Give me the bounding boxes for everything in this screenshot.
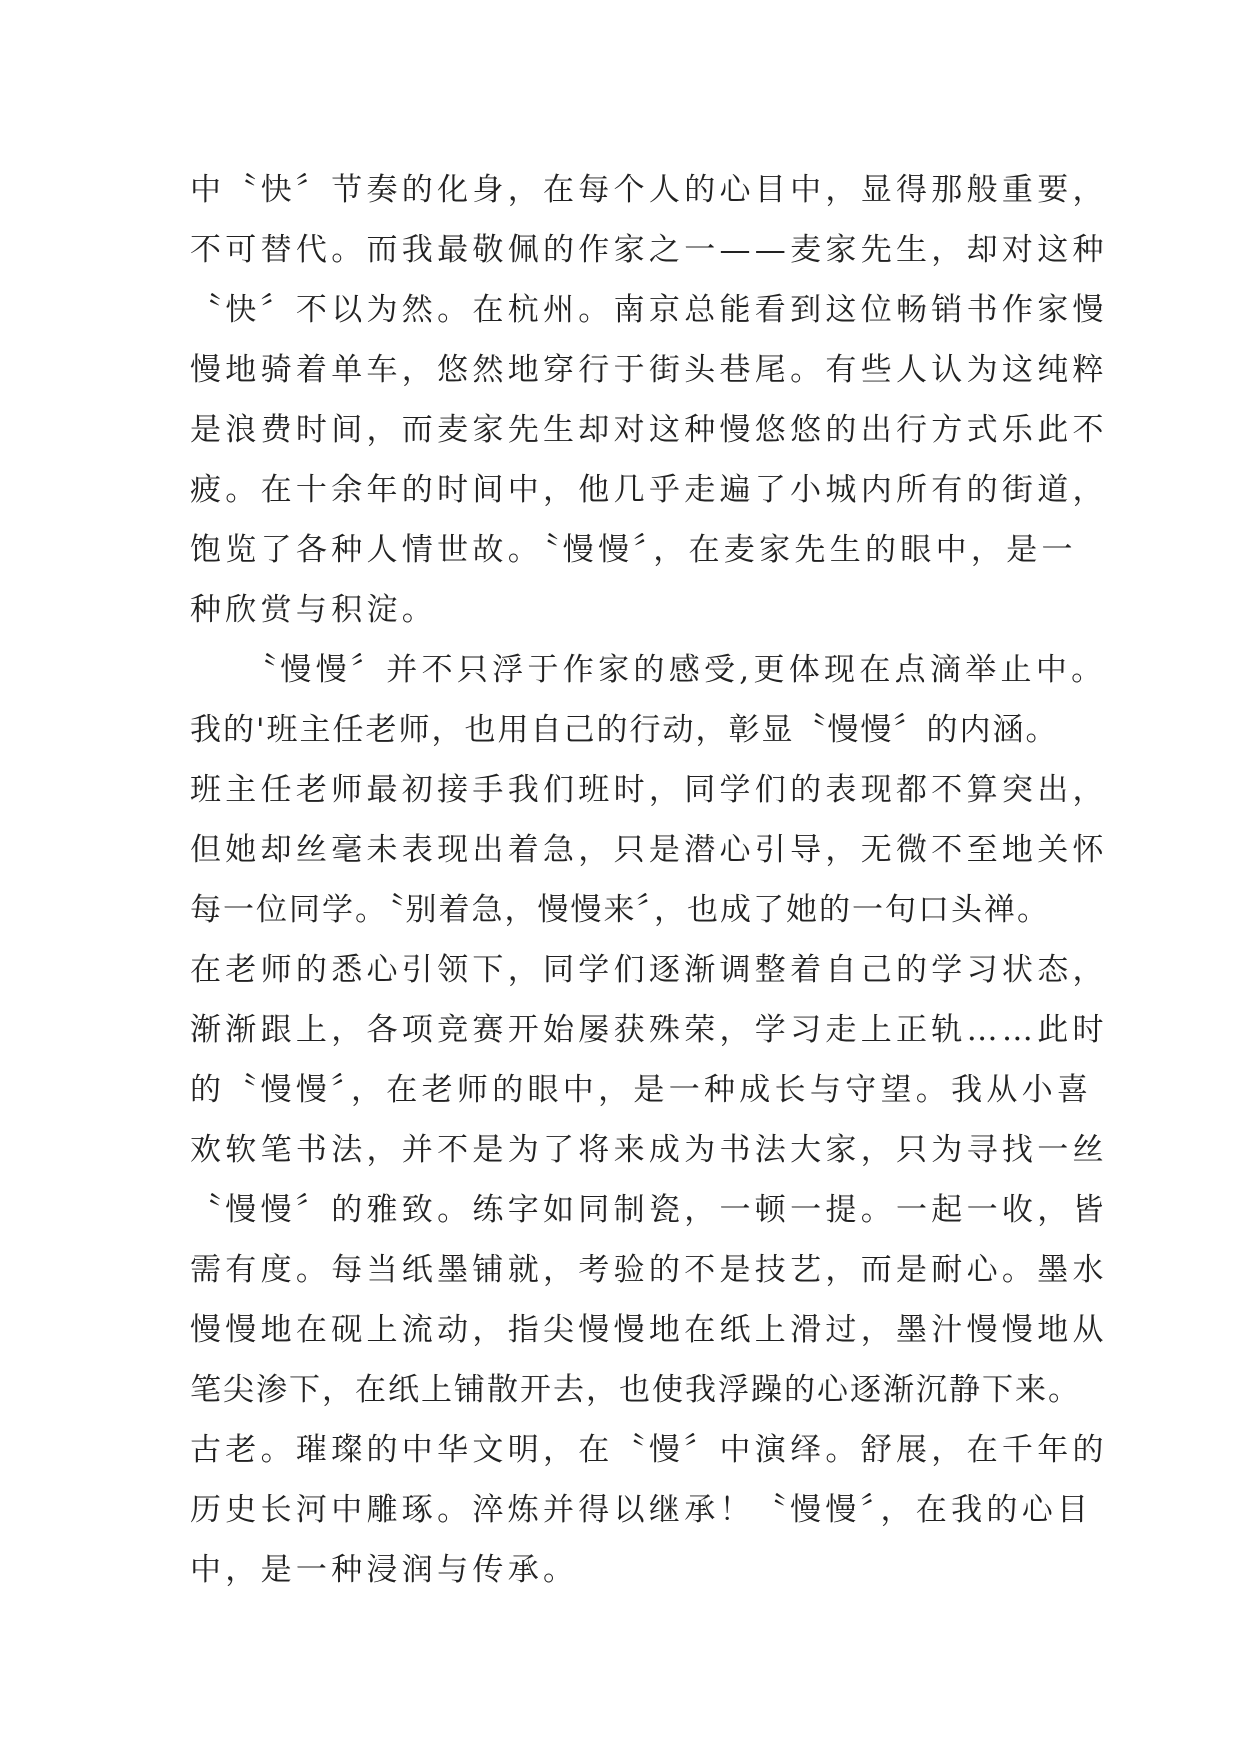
text-line: 每一位同学。〝别着急，慢慢来〞，也成了她的一句口头禅。: [190, 892, 1050, 928]
text-line: 但她却丝毫未表现出着急，只是潜心引导，无微不至地关怀: [190, 832, 1108, 868]
text-line: 在老师的悉心引领下，同学们逐渐调整着自己的学习状态，: [190, 952, 1108, 988]
text-line: 疲。在十余年的时间中，他几乎走遍了小城内所有的街道，: [190, 472, 1108, 508]
text-line: 慢慢地在砚上流动，指尖慢慢地在纸上滑过，墨汁慢慢地从: [190, 1312, 1108, 1348]
text-line: 历史长河中雕琢。淬炼并得以继承！〝慢慢〞，在我的心目: [190, 1492, 1093, 1528]
text-line: 〝慢慢〞的雅致。练字如同制瓷，一顿一提。一起一收，皆: [190, 1192, 1108, 1228]
text-line: 的〝慢慢〞，在老师的眼中，是一种成长与守望。我从小喜: [190, 1072, 1093, 1108]
text-line: 笔尖渗下，在纸上铺散开去，也使我浮躁的心逐渐沉静下来。: [190, 1372, 1081, 1408]
text-line: 需有度。每当纸墨铺就，考验的不是技艺，而是耐心。墨水: [190, 1252, 1108, 1288]
text-line: 中，是一种浸润与传承。: [190, 1552, 579, 1588]
text-line: 班主任老师最初接手我们班时，同学们的表现都不算突出，: [190, 772, 1108, 808]
text-line: 不可替代。而我最敬佩的作家之一——麦家先生，却对这种: [190, 232, 1108, 268]
text-line: 中〝快〞节奏的化身，在每个人的心目中，显得那般重要，: [190, 172, 1108, 208]
paragraph-start-line: 〝慢慢〞并不只浮于作家的感受,更体现在点滴举止中。: [190, 652, 1107, 688]
text-line: 饱览了各种人情世故。〝慢慢〞，在麦家先生的眼中，是一: [190, 532, 1077, 568]
text-line: 渐渐跟上，各项竞赛开始屡获殊荣，学习走上正轨……此时: [190, 1012, 1108, 1048]
text-line: 种欣赏与积淀。: [190, 592, 438, 628]
text-line: 慢地骑着单车，悠然地穿行于街头巷尾。有些人认为这纯粹: [190, 352, 1108, 388]
text-line: 〝快〞不以为然。在杭州。南京总能看到这位畅销书作家慢: [190, 292, 1108, 328]
text-line: 古老。璀璨的中华文明，在〝慢〞中演绎。舒展，在千年的: [190, 1432, 1108, 1468]
text-line: 是浪费时间，而麦家先生却对这种慢悠悠的出行方式乐此不: [190, 412, 1108, 448]
text-line: 我的'班主任老师，也用自己的行动，彰显〝慢慢〞的内涵。: [190, 712, 1059, 748]
text-line: 欢软笔书法，并不是为了将来成为书法大家，只为寻找一丝: [190, 1132, 1108, 1168]
essay-text: [190, 160, 1108, 1600]
